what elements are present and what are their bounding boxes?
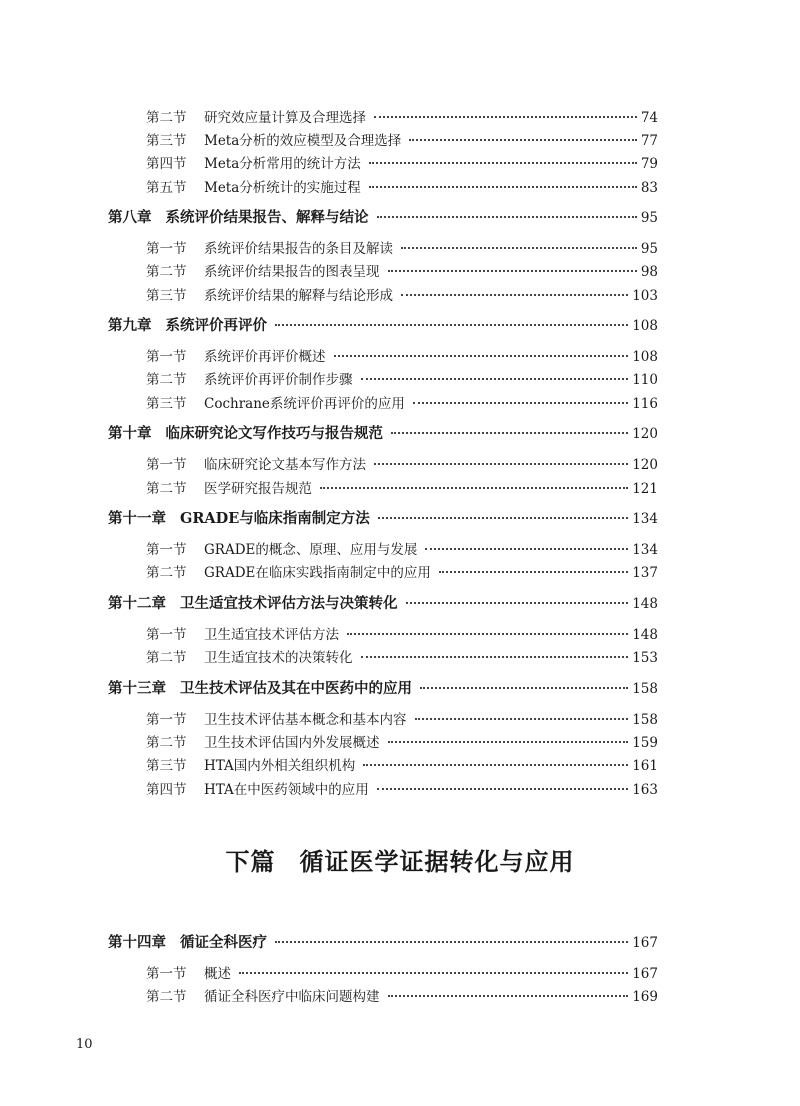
dot-leader <box>378 517 628 519</box>
entry-page: 169 <box>632 989 658 1005</box>
toc-entry[interactable] <box>146 561 658 581</box>
toc-chapter[interactable] <box>108 677 658 698</box>
dot-leader <box>275 941 628 943</box>
entry-title: HTA国内外相关组织机构 <box>204 758 356 774</box>
entry-title: 系统评价结果报告的图表呈现 <box>204 264 380 280</box>
chapter-number: 第十四章 <box>108 934 166 951</box>
toc-entry[interactable] <box>146 754 658 774</box>
dot-leader <box>391 432 628 434</box>
dot-leader <box>406 602 629 604</box>
chapter-page: 148 <box>632 596 658 612</box>
entry-number: 第四节 <box>146 156 187 172</box>
entry-number: 第二节 <box>146 481 187 497</box>
chapter-title: 卫生适宜技术评估方法与决策转化 <box>180 595 398 612</box>
dot-leader <box>369 186 637 188</box>
toc-entry[interactable] <box>146 985 658 1005</box>
toc-entry[interactable] <box>146 176 658 196</box>
entry-number: 第一节 <box>146 457 187 473</box>
entry-title: 循证全科医疗中临床问题构建 <box>204 989 380 1005</box>
toc-entry[interactable] <box>146 129 658 149</box>
part-heading <box>0 842 800 877</box>
toc-entry[interactable] <box>146 284 658 304</box>
entry-title: 系统评价结果报告的条目及解读 <box>204 241 393 257</box>
toc-entry[interactable] <box>146 538 658 558</box>
chapter-title: 系统评价结果报告、解释与结论 <box>165 209 369 226</box>
entry-number: 第三节 <box>146 758 187 774</box>
dot-leader <box>377 788 628 790</box>
entry-number: 第二节 <box>146 372 187 388</box>
entry-number: 第一节 <box>146 349 187 365</box>
toc-entry[interactable] <box>146 392 658 412</box>
toc-entry[interactable] <box>146 345 658 365</box>
entry-title: 卫生技术评估基本概念和基本内容 <box>204 712 407 728</box>
dot-leader <box>388 995 629 997</box>
entry-number: 第二节 <box>146 735 187 751</box>
dot-leader <box>425 548 628 550</box>
dot-leader <box>361 656 629 658</box>
page-number: 10 <box>76 1037 93 1052</box>
chapter-title: 临床研究论文写作技巧与报告规范 <box>165 425 383 442</box>
entry-title: 卫生适宜技术的决策转化 <box>204 650 353 666</box>
part-label: 下篇 <box>225 847 276 876</box>
toc-chapter[interactable] <box>108 592 658 613</box>
entry-page: 137 <box>632 565 658 581</box>
toc-entry[interactable] <box>146 453 658 473</box>
entry-number: 第一节 <box>146 241 187 257</box>
toc-entry[interactable] <box>146 708 658 728</box>
toc-entry[interactable] <box>146 152 658 172</box>
entry-title: 医学研究报告规范 <box>204 481 312 497</box>
toc-entry[interactable] <box>146 623 658 643</box>
entry-page: 159 <box>632 735 658 751</box>
entry-title: 卫生适宜技术评估方法 <box>204 627 339 643</box>
entry-number: 第五节 <box>146 180 187 196</box>
dot-leader <box>239 972 628 974</box>
entry-page: 108 <box>632 349 658 365</box>
entry-number: 第二节 <box>146 650 187 666</box>
toc-entry[interactable] <box>146 368 658 388</box>
entry-number: 第二节 <box>146 989 187 1005</box>
entry-page: 163 <box>632 782 658 798</box>
toc-entry[interactable] <box>146 962 658 982</box>
dot-leader <box>415 718 629 720</box>
entry-page: 79 <box>640 156 658 172</box>
chapter-title: 系统评价再评价 <box>165 317 267 334</box>
entry-number: 第一节 <box>146 966 187 982</box>
chapter-title: 卫生技术评估及其在中医药中的应用 <box>180 680 412 697</box>
entry-page: 95 <box>640 241 658 257</box>
chapter-number: 第八章 <box>108 209 152 226</box>
entry-title: 系统评价再评价制作步骤 <box>204 372 353 388</box>
chapter-title: 循证全科医疗 <box>180 934 267 951</box>
entry-page: 120 <box>632 457 658 473</box>
toc-chapter[interactable] <box>108 931 658 952</box>
entry-page: 116 <box>632 396 658 412</box>
entry-number: 第四节 <box>146 782 187 798</box>
entry-title: 研究效应量计算及合理选择 <box>204 110 366 126</box>
dot-leader <box>420 687 628 689</box>
entry-page: 158 <box>632 712 658 728</box>
toc-entry[interactable] <box>146 237 658 257</box>
entry-number: 第三节 <box>146 396 187 412</box>
entry-page: 103 <box>632 288 658 304</box>
toc-chapter[interactable] <box>108 422 658 443</box>
chapter-number: 第九章 <box>108 317 152 334</box>
entry-page: 110 <box>632 372 658 388</box>
entry-page: 153 <box>632 650 658 666</box>
part-title: 循证医学证据转化与应用 <box>299 847 575 876</box>
dot-leader <box>388 270 637 272</box>
entry-page: 167 <box>632 966 658 982</box>
toc-entry[interactable] <box>146 106 658 126</box>
entry-page: 74 <box>640 110 658 126</box>
dot-leader <box>361 378 629 380</box>
entry-number: 第三节 <box>146 288 187 304</box>
entry-number: 第二节 <box>146 264 187 280</box>
dot-leader <box>347 633 628 635</box>
toc-entry[interactable] <box>146 477 658 497</box>
entry-title: Meta分析的效应模型及合理选择 <box>204 133 402 149</box>
chapter-page: 134 <box>632 511 658 527</box>
chapter-page: 120 <box>632 426 658 442</box>
dot-leader <box>374 116 637 118</box>
dot-leader <box>439 571 628 573</box>
entry-title: Meta分析常用的统计方法 <box>204 156 361 172</box>
toc-chapter[interactable] <box>108 314 658 335</box>
entry-title: HTA在中医药领域中的应用 <box>204 782 369 798</box>
entry-page: 121 <box>632 481 658 497</box>
chapter-number: 第十三章 <box>108 680 166 697</box>
entry-number: 第一节 <box>146 542 187 558</box>
dot-leader <box>320 487 628 489</box>
entry-title: 概述 <box>204 966 231 982</box>
entry-title: 临床研究论文基本写作方法 <box>204 457 366 473</box>
entry-page: 98 <box>640 264 658 280</box>
entry-number: 第一节 <box>146 627 187 643</box>
toc-entry[interactable] <box>146 778 658 798</box>
entry-title: Meta分析统计的实施过程 <box>204 180 361 196</box>
entry-title: Cochrane系统评价再评价的应用 <box>204 396 405 412</box>
dot-leader <box>409 139 637 141</box>
dot-leader <box>374 463 628 465</box>
dot-leader <box>369 162 637 164</box>
entry-title: GRADE的概念、原理、应用与发展 <box>204 542 418 558</box>
entry-number: 第三节 <box>146 133 187 149</box>
dot-leader <box>377 216 637 218</box>
toc-entry[interactable] <box>146 731 658 751</box>
toc-chapter[interactable] <box>108 507 658 528</box>
dot-leader <box>413 402 628 404</box>
entry-page: 77 <box>640 133 658 149</box>
entry-number: 第一节 <box>146 712 187 728</box>
toc-entry[interactable] <box>146 646 658 666</box>
dot-leader <box>363 764 628 766</box>
chapter-number: 第十章 <box>108 425 152 442</box>
dot-leader <box>334 355 629 357</box>
dot-leader <box>401 294 628 296</box>
chapter-number: 第十二章 <box>108 595 166 612</box>
chapter-page: 108 <box>632 318 658 334</box>
chapter-number: 第十一章 <box>108 510 166 527</box>
entry-title: 系统评价再评价概述 <box>204 349 326 365</box>
entry-page: 134 <box>632 542 658 558</box>
entry-title: 卫生技术评估国内外发展概述 <box>204 735 380 751</box>
entry-number: 第二节 <box>146 565 187 581</box>
chapter-title: GRADE与临床指南制定方法 <box>180 510 370 527</box>
dot-leader <box>275 324 628 326</box>
chapter-page: 167 <box>632 935 658 951</box>
entry-page: 83 <box>640 180 658 196</box>
entry-page: 148 <box>632 627 658 643</box>
chapter-page: 95 <box>640 210 658 226</box>
entry-title: GRADE在临床实践指南制定中的应用 <box>204 565 431 581</box>
toc-chapter[interactable] <box>108 206 658 227</box>
toc-entry[interactable] <box>146 260 658 280</box>
dot-leader <box>401 247 637 249</box>
entry-page: 161 <box>632 758 658 774</box>
entry-title: 系统评价结果的解释与结论形成 <box>204 288 393 304</box>
dot-leader <box>388 741 629 743</box>
entry-number: 第二节 <box>146 110 187 126</box>
chapter-page: 158 <box>632 681 658 697</box>
